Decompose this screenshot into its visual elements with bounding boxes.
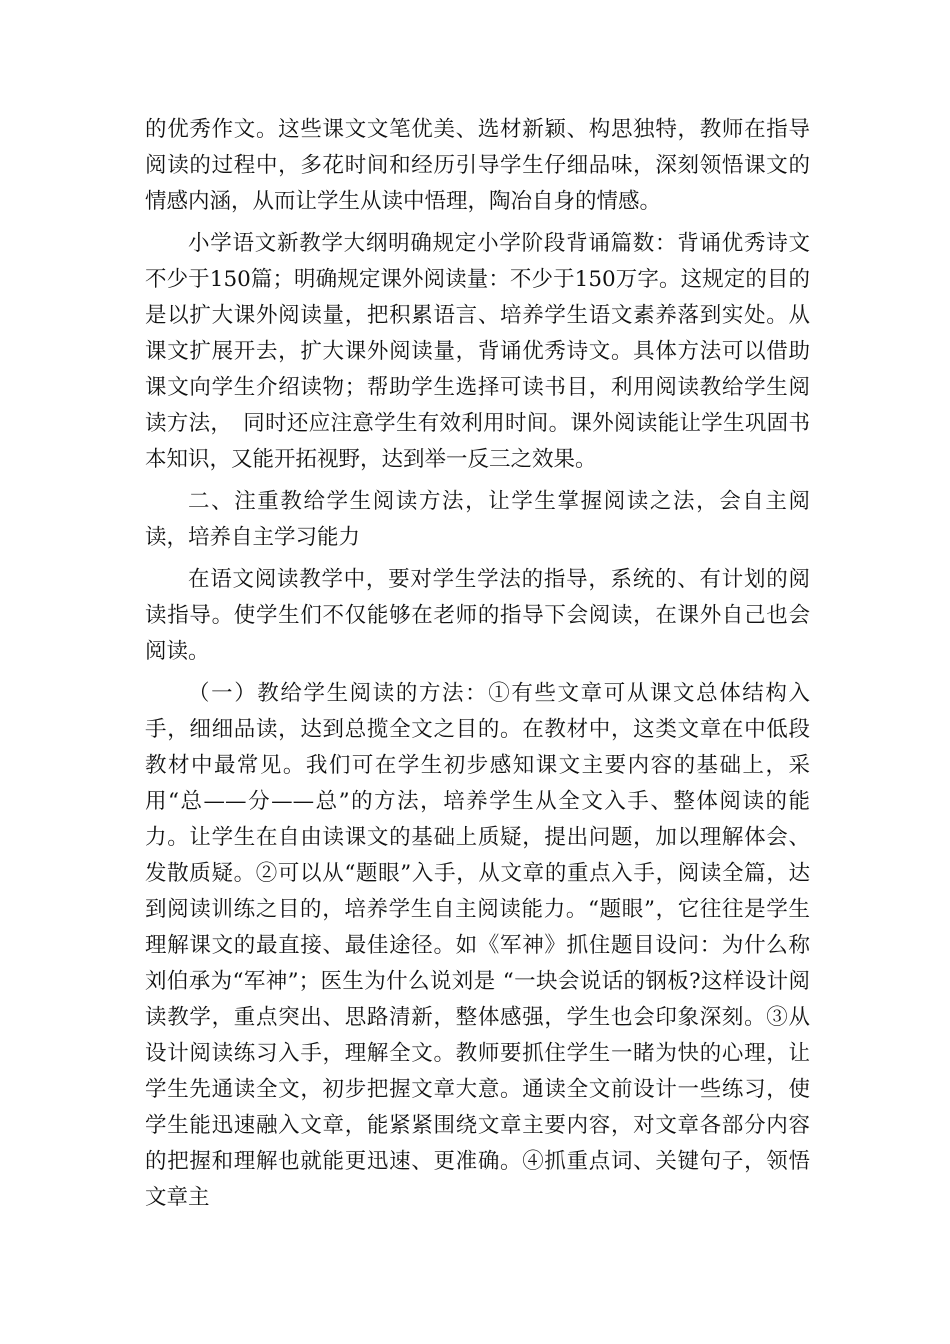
- document-body: [145, 112, 810, 1222]
- paragraph-continuation: 的优秀作文。这些课文文笔优美、选材新颖、构思独特，教师在指导阅读的过程中，多花时间和经历引导学生仔细品味，深刻领悟课文的情感内涵，从而让学生从读中悟理，陶冶自身的情感。: [145, 117, 810, 214]
- paragraph-reading-guidance: 在语文阅读教学中，要对学生学法的指导，系统的、有计划的阅读指导。使学生们不仅能够在老师的指导下会阅读，在课外自己也会阅读。: [145, 567, 810, 664]
- section-heading-reading-methods: 二、注重教给学生阅读方法，让学生掌握阅读之法，会自主阅读，培养自主学习能力: [145, 489, 810, 550]
- paragraph-method-list: （一）教给学生阅读的方法：①有些文章可从课文总体结构入手，细细品读，达到总揽全文之目的。在教材中，这类文章在中低段教材中最常见。我们可在学生初步感知课文主要内容的基础上，采用“总——分——总”的方法，培养学生从全文入手、整体阅读的能力。让学生在自由读课文的基础上质疑，提出问题，加以理解体会、发散质疑。②可以从“题眼”入手，从文章的重点入手，阅读全篇，达到阅读训练之目的，培养学生自主阅读能力。“题眼”，它往往是学生理解课文的最直接、最佳途径。如《军神》抓住题目设问：为什么称刘伯承为“军神”；医生为什么说刘是 “一块会说话的钢板?这样设计阅读教学，重点突出、思路清新，整体感强，学生也会印象深刻。③从设计阅读练习入手，理解全文。教师要抓住学生一睹为快的心理，让学生先通读全文，初步把握文章大意。通读全文前设计一些练习，使学生能迅速融入文章，能紧紧围绕文章主要内容，对文章各部分内容的把握和理解也就能更迅速、更准确。④抓重点词、关键句子，领悟文章主: [145, 681, 810, 1210]
- paragraph-reading-requirements: 小学语文新教学大纲明确规定小学阶段背诵篇数：背诵优秀诗文不少于150篇；明确规定课外阅读量：不少于150万字。这规定的目的是以扩大课外阅读量，把积累语言、培养学生语文素养落到实处。从课文扩展开去，扩大课外阅读量，背诵优秀诗文。具体方法可以借助课文向学生介绍读物；帮助学生选择可读书目，利用阅读教给学生阅读方法， 同时还应注意学生有效利用时间。课外阅读能让学生巩固书本知识，又能开拓视野，达到举一反三之效果。: [145, 231, 810, 472]
